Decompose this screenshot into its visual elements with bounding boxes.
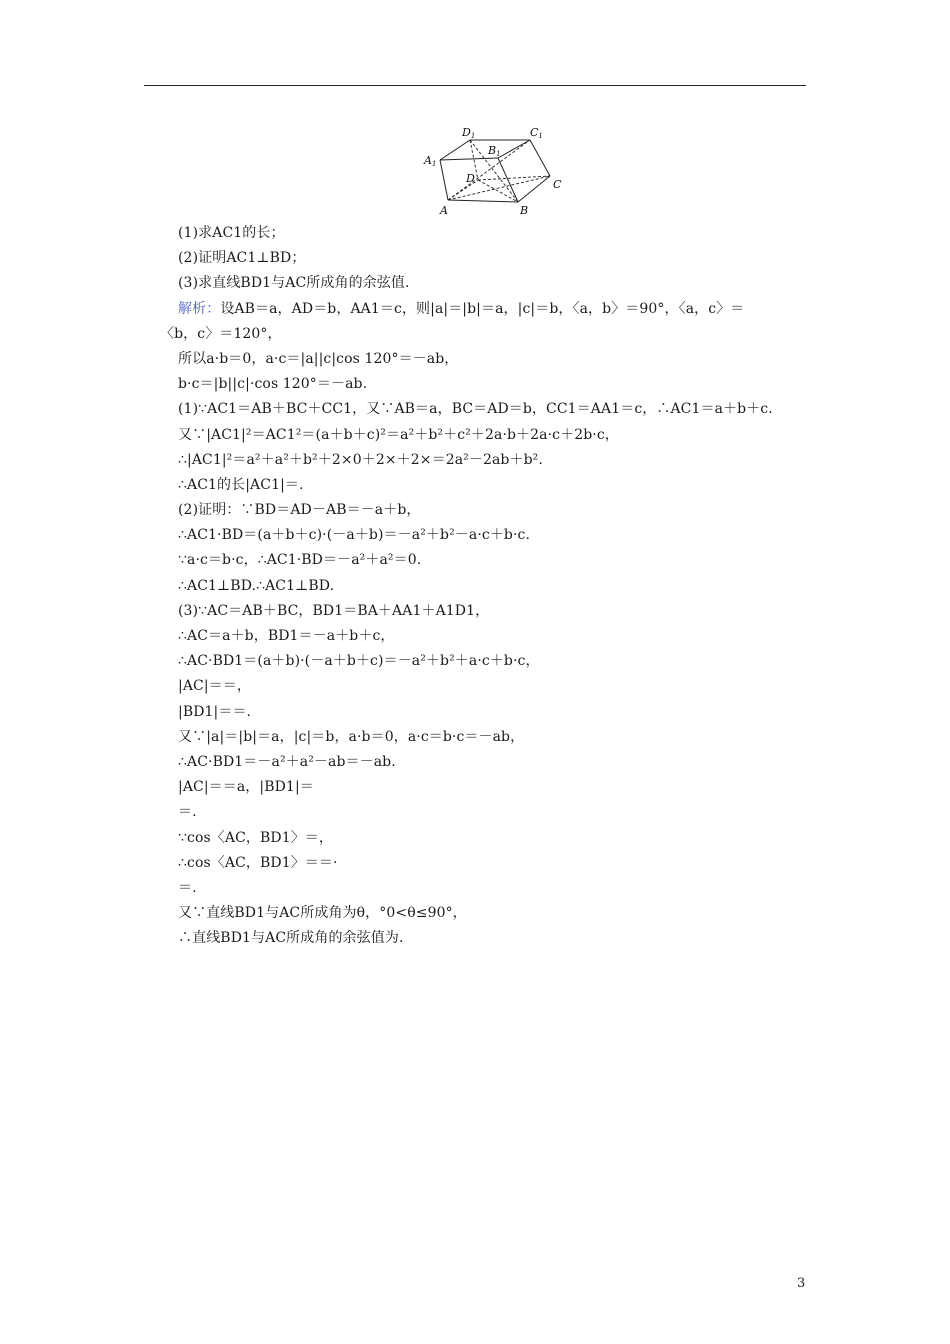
diag-d-b	[478, 180, 518, 202]
solution-line-25: 又∵直线BD1与AC所成角为θ，°0<θ≤90°，	[178, 905, 467, 922]
solution-line-3: 所以a·b＝0，a·c＝|a||c|cos 120°＝－ab，	[178, 350, 459, 367]
page-number: 3	[797, 1276, 806, 1291]
edge-c1-c	[530, 140, 550, 176]
parallelepiped-figure	[418, 122, 568, 218]
label-a1: A1	[424, 154, 437, 168]
solution-line-12: ∴AC1⊥BD.∴AC1⊥BD.	[178, 577, 335, 594]
label-d: D	[466, 172, 475, 185]
solution-line-17: |BD1|＝＝.	[178, 703, 252, 720]
question-2: (2)证明AC1⊥BD；	[178, 250, 306, 267]
solution-line-2: 〈b，c〉＝120°，	[160, 325, 282, 342]
edge-a-b	[448, 200, 518, 202]
content-body	[160, 221, 808, 951]
label-a: A	[440, 204, 448, 217]
label-c: C	[553, 178, 562, 191]
edge-d-c	[478, 176, 550, 180]
edge-a1-d1	[440, 140, 470, 160]
question-3: (3)求直线BD1与AC所成角的余弦值.	[178, 275, 410, 292]
solution-line-15: ∴AC·BD1＝(a＋b)·(－a＋b＋c)＝－a²＋b²＋a·c＋b·c，	[178, 653, 540, 670]
edge-a1-b1	[440, 158, 498, 160]
edge-b1-c1	[498, 140, 530, 158]
solution-line-1: 解析：设AB＝a，AD＝b，AA1＝c，则|a|＝|b|＝a，|c|＝b，〈a，b〉＝90°，〈a，c〉＝	[178, 300, 745, 317]
label-b1: B1	[488, 144, 501, 158]
solution-line-8: ∴AC1的长|AC1|＝.	[178, 476, 304, 493]
solution-line-5: (1)∵AC1＝AB＋BC＋CC1，又∵AB＝a，BC＝AD＝b，CC1＝AA1＝c，∴AC1＝a＋b＋c.	[178, 401, 773, 418]
question-1: (1)求AC1的长；	[178, 225, 285, 241]
solution-line-13: (3)∵AC＝AB＋BC，BD1＝BA＋AA1＋A1D1，	[178, 602, 490, 619]
solution-line-14: ∴AC＝a＋b，BD1＝－a＋b＋c，	[178, 628, 395, 644]
solution-line-9: (2)证明：∵BD＝AD－AB＝－a＋b，	[178, 502, 421, 519]
solution-line-18: 又∵|a|＝|b|＝a，|c|＝b，a·b＝0，a·c＝b·c＝－ab，	[178, 728, 525, 745]
solution-line-20: |AC|＝＝a，|BD1|＝	[178, 779, 314, 796]
solution-line-21: ＝.	[178, 804, 197, 821]
solution-line-4: b·c＝|b||c|·cos 120°＝－ab.	[178, 376, 368, 393]
solution-line-7: ∴|AC1|²＝a²＋a²＋b²＋2×0＋2×＋2×＝2a²－2ab＋b².	[178, 451, 543, 468]
parallelepiped-diagram	[418, 122, 568, 218]
solution-line-24: ＝.	[178, 879, 197, 896]
solution-line-11: ∵a·c＝b·c，∴AC1·BD＝－a²＋a²＝0.	[178, 552, 422, 569]
solution-line-23: ∴cos〈AC，BD1〉＝＝·	[178, 854, 338, 871]
label-b: B	[520, 204, 529, 217]
solution-line-22: ∵cos〈AC，BD1〉＝，	[178, 829, 334, 846]
edge-a1-a	[440, 160, 448, 200]
solution-line-26: ∴直线BD1与AC所成角的余弦值为.	[178, 930, 404, 947]
edge-b-c	[518, 176, 550, 202]
solution-line-10: ∴AC1·BD＝(a＋b＋c)·(－a＋b)＝－a²＋b²－a·c＋b·c.	[178, 527, 531, 544]
solution-lead: 解析：	[178, 300, 221, 317]
label-c1: C1	[530, 126, 543, 140]
solution-line-19: ∴AC·BD1＝－a²＋a²－ab＝－ab.	[178, 753, 396, 770]
header-rule	[144, 85, 806, 86]
solution-line-6: 又∵|AC1|²＝AC1²＝(a＋b＋c)²＝a²＋b²＋c²＋2a·b＋2a·c＋2b·c，	[178, 426, 619, 443]
solution-line-16: |AC|＝＝，	[178, 678, 251, 695]
label-d1: D1	[462, 126, 476, 140]
